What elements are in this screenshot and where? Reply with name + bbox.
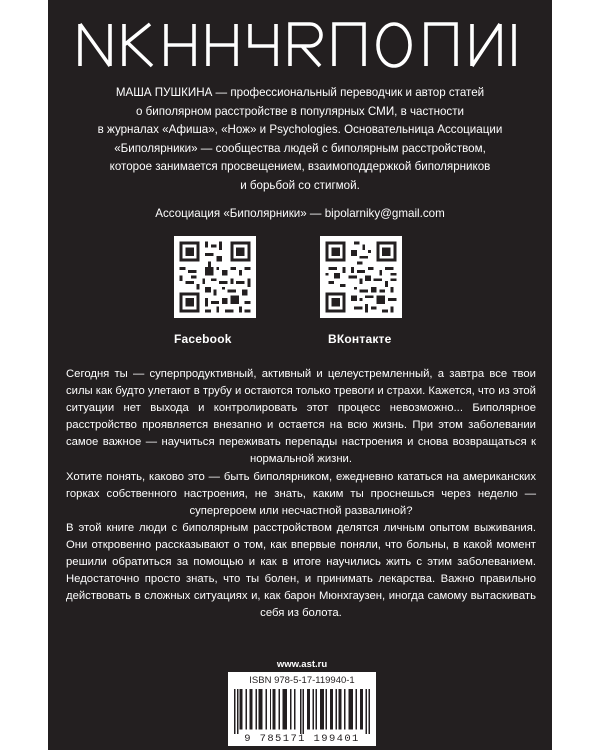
bio-line: которое занимается просвещением, взаимоподдержкой биполярников xyxy=(109,160,491,174)
facebook-qr-code[interactable] xyxy=(174,236,256,318)
blurb-paragraph: Сегодня ты — суперпродуктивный, активный и целеустремленный, а завтра все твои силы как будто улетают в трубу и остаются только тревоги и страхи. Кажется, что из этой ситуации нет выхода и контролировать этот процесс невозможно... Биполярное расстройство проявляется внезапно и остается на всю жизнь. При этом заболевании самое важное — научиться переживать перепады настроения и снова возвращаться к нормальной жизни. xyxy=(66,368,536,466)
association-contact[interactable]: Ассоциация «Биполярники» — bipolarniky@gmail.com xyxy=(155,207,445,220)
barcode-digits: 9 785171 199401 xyxy=(244,733,360,745)
book-blurb xyxy=(66,366,536,622)
bio-line: МАША ПУШКИНА — профессиональный переводчик и автор статей xyxy=(115,86,485,99)
back-cover xyxy=(48,0,552,750)
publisher-website[interactable]: www.ast.ru xyxy=(228,658,376,672)
vkontakte-qr-code[interactable] xyxy=(320,236,402,318)
isbn-number: ISBN 978-5-17-119940-1 xyxy=(249,675,355,686)
bio-line: «Биполярники» — сообщества людей с биполярным расстройством, xyxy=(114,141,486,155)
title-lettering xyxy=(76,22,524,68)
qr-code-icon xyxy=(174,236,256,318)
book-title-logo xyxy=(76,22,524,68)
bio-line: в журналах «Афиша», «Нож» и Psychologies. Основательница Ассоциации xyxy=(97,123,503,137)
ean-barcode xyxy=(234,689,370,734)
bio-line: о биполярном расстройстве в популярных СМИ, в частности xyxy=(135,104,465,118)
barcode-bars xyxy=(234,689,370,734)
barcode-panel xyxy=(228,658,376,746)
author-bio xyxy=(68,84,532,196)
facebook-label: Facebook xyxy=(174,332,232,346)
qr-code-icon xyxy=(320,236,402,318)
blurb-paragraph: Хотите понять, каково это — быть биполярником, ежедневно кататься на американских горках собственного настроения, не знать, каким ты проснешься через неделю — супергероем или несчастной развалиной? xyxy=(66,470,536,517)
vkontakte-label: ВКонтакте xyxy=(328,332,392,346)
blurb-paragraph: В этой книге люди с биполярным расстройством делятся личным опытом выживания. Они откровенно рассказывают о том, как впервые поняли, что больны, в какой момент решили обратиться за помощью и как в итоге научились жить с этим заболеванием. Недостаточно просто знать, что ты болен, и принимать лекарства. Важно правильно действовать в сложных ситуациях и, как барон Мюнхгаузен, иногда самому вытаскивать себя из болота. xyxy=(66,521,536,620)
bio-line: и борьбой со стигмой. xyxy=(240,178,360,192)
